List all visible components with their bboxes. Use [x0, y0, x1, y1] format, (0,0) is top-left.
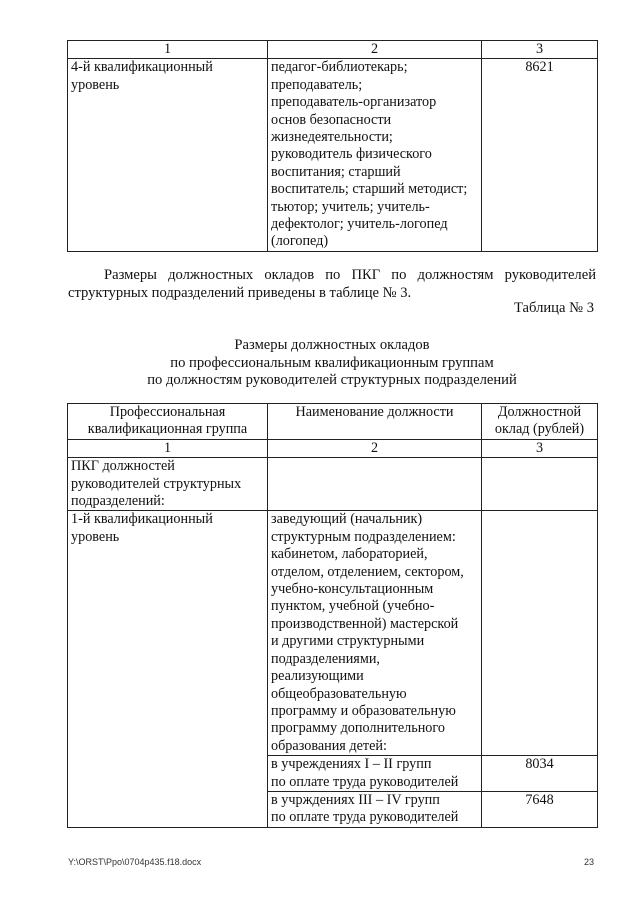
- paragraph-line-1: Размеры должностных окладов по ПКГ по должностям руководителей: [104, 267, 596, 283]
- position-description: заведующий (начальник) структурным подразделением: кабинетом, лабораторией, отделом, отделением, сектором, учебно-консультационным пунктом, учебной (учебно- производственной) мастерской и другими структурными подразделениями, реализующими общеобразовательную программу и образовательную программу дополнительного образования детей:: [268, 511, 482, 756]
- paragraph-line-2: структурных подразделений приведены в таблице № 3.: [68, 285, 412, 301]
- pkg-group-label: ПКГ должностей руководителей структурных подразделений:: [68, 458, 268, 511]
- table-row: [68, 458, 598, 511]
- column-number-1: 1: [68, 439, 268, 457]
- header-position-name: Наименование должности: [268, 404, 482, 440]
- institution-group-description: в учреждениях I – II групп по оплате труда руководителей: [268, 756, 482, 792]
- footer-file-path: Y:\ORST\Ppo\0704p435.f18.docx: [68, 857, 202, 867]
- column-number-3: 3: [482, 439, 598, 457]
- table-caption: Таблица № 3: [514, 300, 594, 316]
- table-title: [68, 337, 596, 390]
- table-title-line-3: по должностям руководителей структурных подразделений: [147, 372, 517, 388]
- column-number-2: 2: [268, 439, 482, 457]
- empty-cell: [482, 458, 598, 511]
- column-number-1: 1: [68, 41, 268, 59]
- table-column-number-row: [68, 439, 598, 457]
- salary-value: 8621: [482, 59, 598, 251]
- empty-cell: [268, 458, 482, 511]
- institution-group-description: в учрждениях III – IV групп по оплате труда руководителей: [268, 791, 482, 827]
- table-row: [68, 59, 598, 251]
- empty-cell: [482, 511, 598, 756]
- qualification-level: 4-й квалификационный уровень: [68, 59, 268, 251]
- table-row: [68, 511, 598, 756]
- table-title-line-2: по профессиональным квалификационным группам: [170, 354, 494, 371]
- footer-page-number: 23: [583, 857, 594, 867]
- header-salary: Должностной оклад (рублей): [482, 404, 598, 440]
- salary-value: 7648: [482, 791, 598, 827]
- table-continued: [67, 40, 598, 252]
- table-3: [67, 403, 598, 828]
- table-header-row: [68, 404, 598, 440]
- salary-value: 8034: [482, 756, 598, 792]
- table-column-number-row: [68, 41, 598, 59]
- header-qualification-group: Профессиональная квалификационная группа: [68, 404, 268, 440]
- table-title-line-1: Размеры должностных окладов: [234, 337, 430, 353]
- body-paragraph: [68, 266, 596, 302]
- column-number-3: 3: [482, 41, 598, 59]
- positions-list: педагог-библиотекарь; преподаватель; преподаватель-организатор основ безопасности жизнедеятельности; руководитель физического воспитания; старший воспитатель; старший методист; тьютор; учитель; учитель- дефектолог; учитель-логопед (логопед): [268, 59, 482, 251]
- qualification-level: 1-й квалификационный уровень: [68, 511, 268, 827]
- column-number-2: 2: [268, 41, 482, 59]
